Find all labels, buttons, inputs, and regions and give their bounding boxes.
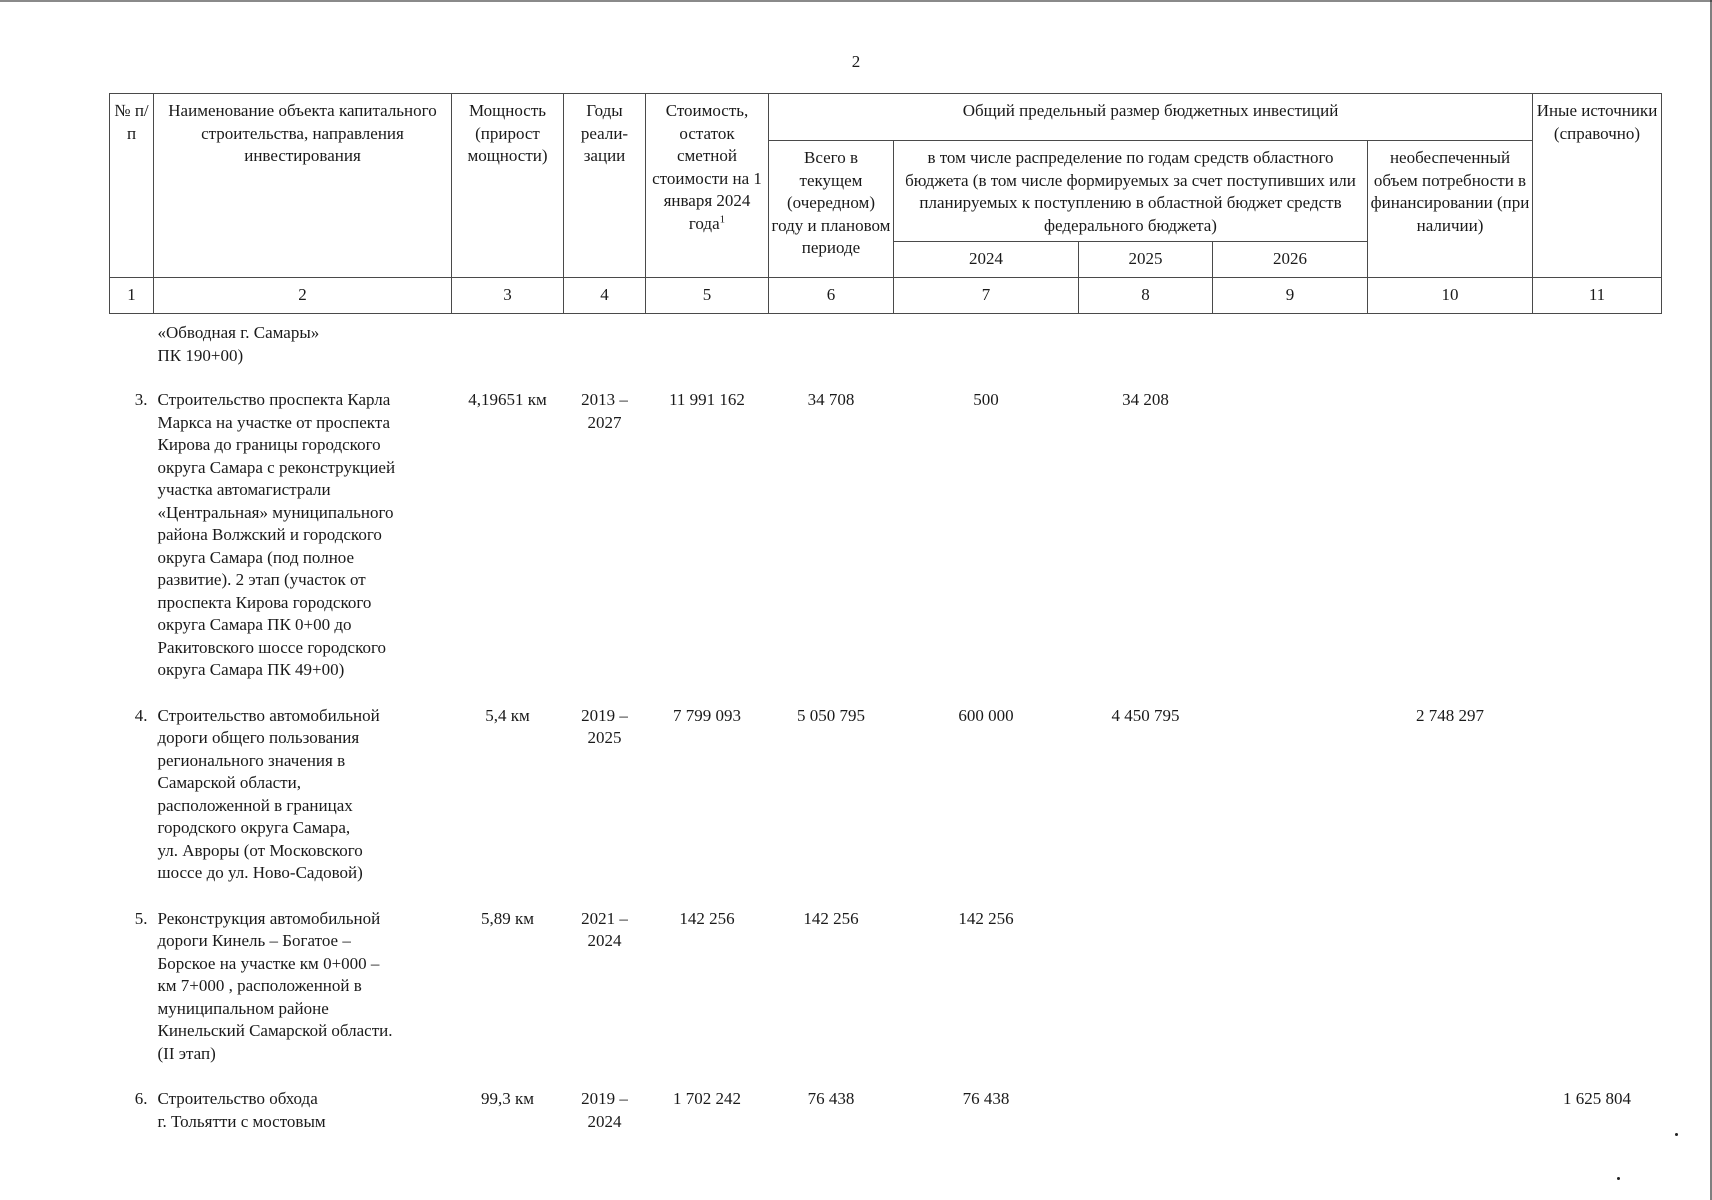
row-number: 4. — [134, 705, 148, 725]
table-row — [110, 908, 1662, 1089]
header-total: Всего в текущем (очередном) году и плановом периоде — [769, 141, 894, 278]
object-name-line: регионального значения в — [157, 750, 346, 770]
header-cost-text: Стоимость, остаток сметной стоимости на 1 января 2024 года — [652, 101, 762, 233]
header-years: Годы реали-зации — [564, 94, 646, 278]
object-name-line: Строительство обхода — [157, 1089, 318, 1108]
object-name-line: Кинельский Самарской области. — [157, 1021, 393, 1040]
header-name: Наименование объекта капитального строительства, направления инвестирования — [154, 94, 452, 278]
object-name-line: Кирова до границы городского — [157, 435, 381, 454]
table-row — [110, 389, 1662, 705]
object-name-line: ул. Авроры (от Московского — [157, 840, 363, 860]
object-name-line: (II этап) — [157, 1043, 216, 1063]
total-cell: 142 256 — [803, 908, 859, 928]
object-name-line: расположенной в границах — [157, 795, 353, 815]
capacity-cell: 5,4 км — [485, 705, 530, 725]
y2026-cell — [1213, 1088, 1368, 1156]
years-cell — [564, 908, 646, 1089]
other-cell — [1533, 389, 1662, 705]
years-cell — [564, 1088, 646, 1156]
object-name-line: округа Самара ПК 49+00) — [157, 660, 345, 679]
row-number: 6. — [134, 1089, 148, 1108]
cost-cell: 11 991 162 — [669, 390, 745, 409]
cost-cell: 1 702 242 — [673, 1089, 741, 1108]
unfunded-cell: 2 748 297 — [1416, 705, 1484, 725]
object-name-line: «Центральная» муниципального — [157, 502, 394, 522]
y2025-cell — [1079, 1088, 1213, 1156]
scan-speck — [1617, 1177, 1620, 1180]
object-name — [154, 908, 452, 1089]
other-cell: 1 625 804 — [1563, 1089, 1631, 1108]
object-name-line: Строительство автомобильной — [157, 705, 380, 725]
column-number: 3 — [452, 277, 564, 314]
header-cost — [646, 94, 769, 278]
object-name-line: Строительство проспекта Карла — [157, 390, 391, 409]
header-capacity: Мощность (прирост мощности) — [452, 94, 564, 278]
object-name-line: шоссе до ул. Ново-Садовой) — [157, 863, 363, 882]
column-number: 11 — [1533, 277, 1662, 314]
y2024-cell: 500 — [973, 390, 999, 409]
object-name-line: округа Самара с реконструкцией — [157, 457, 396, 477]
object-name-line: городского округа Самара, — [157, 818, 351, 837]
y2024-cell: 76 438 — [962, 1089, 1010, 1108]
continuation-text — [154, 314, 452, 390]
years-from: 2019 – — [581, 1089, 628, 1108]
object-name-line: дороги общего пользования — [157, 728, 360, 747]
row-number: 5. — [134, 908, 148, 928]
object-name — [154, 705, 452, 908]
object-name — [154, 389, 452, 705]
object-name-line: Борское на участке км 0+000 – — [157, 953, 380, 973]
years-to: 2024 — [587, 931, 622, 950]
scan-speck — [1675, 1133, 1678, 1136]
document-page — [109, 93, 1661, 1156]
header-year-2024: 2024 — [894, 242, 1079, 278]
continuation-row — [110, 314, 1662, 390]
y2026-cell — [1213, 908, 1368, 1089]
y2026-cell — [1213, 705, 1368, 908]
cost-cell: 142 256 — [679, 908, 735, 928]
column-number: 7 — [894, 277, 1079, 314]
header-no: № п/п — [110, 94, 154, 278]
object-name-line: дороги Кинель – Богатое – — [157, 931, 351, 950]
object-name-line: Самарской области, — [157, 773, 301, 792]
object-name-line: Реконструкция автомобильной — [157, 908, 381, 928]
total-cell: 34 708 — [807, 390, 855, 409]
years-cell — [564, 389, 646, 705]
years-from: 2019 – — [581, 705, 628, 725]
unfunded-cell — [1368, 389, 1533, 705]
continuation-line: ПК 190+00) — [157, 345, 244, 365]
object-name-line: участка автомагистрали — [157, 480, 331, 499]
column-number: 4 — [564, 277, 646, 314]
continuation-line: «Обводная г. Самары» — [157, 323, 320, 342]
column-number: 10 — [1368, 277, 1533, 314]
header-unfunded: необеспеченный объем потребности в финансировании (при наличии) — [1368, 141, 1533, 278]
y2025-cell: 4 450 795 — [1111, 705, 1180, 725]
row-number: 3. — [134, 390, 148, 409]
header-budget-group: Общий предельный размер бюджетных инвестиций — [769, 94, 1533, 141]
total-cell: 76 438 — [807, 1089, 855, 1108]
total-cell: 5 050 795 — [797, 705, 865, 725]
other-cell — [1533, 908, 1662, 1089]
cost-cell: 7 799 093 — [673, 705, 741, 725]
header-cost-footnote: 1 — [719, 212, 726, 225]
other-cell — [1533, 705, 1662, 908]
investment-table — [109, 93, 1662, 1156]
object-name-line: г. Тольятти с мостовым — [157, 1111, 326, 1131]
object-name-line: проспекта Кирова городского — [157, 592, 372, 612]
column-number: 6 — [769, 277, 894, 314]
y2024-cell: 600 000 — [958, 705, 1014, 725]
column-number: 9 — [1213, 277, 1368, 314]
header-year-2025: 2025 — [1079, 242, 1213, 278]
years-to: 2025 — [587, 728, 622, 747]
object-name — [154, 1088, 452, 1156]
column-number: 8 — [1079, 277, 1213, 314]
y2026-cell — [1213, 389, 1368, 705]
table-header — [110, 94, 1662, 314]
years-cell — [564, 705, 646, 908]
capacity-cell: 5,89 км — [480, 908, 535, 928]
y2025-cell: 34 208 — [1122, 390, 1169, 409]
y2025-cell — [1079, 908, 1213, 1089]
object-name-line: км 7+000 , расположенной в — [157, 976, 362, 995]
capacity-cell: 4,19651 км — [468, 390, 547, 409]
column-number: 2 — [154, 277, 452, 314]
capacity-cell: 99,3 км — [480, 1089, 535, 1108]
header-distribution: в том числе распределение по годам средств областного бюджета (в том числе формируемых за счет поступивших или планируемых к поступлению в областной бюджет средств федерального бюджета) — [894, 141, 1368, 242]
years-from: 2013 – — [581, 390, 628, 409]
unfunded-cell — [1368, 1088, 1533, 1156]
object-name-line: Маркса на участке от проспекта — [157, 412, 391, 432]
y2024-cell: 142 256 — [958, 908, 1014, 928]
header-other: Иные источники (справочно) — [1533, 94, 1662, 278]
page-number: 2 — [851, 52, 861, 71]
scan-edge-top — [0, 0, 1712, 2]
column-number: 5 — [646, 277, 769, 314]
years-to: 2027 — [587, 412, 622, 432]
table-row — [110, 1088, 1662, 1156]
years-to: 2024 — [587, 1111, 622, 1131]
table-body — [110, 314, 1662, 1157]
object-name-line: Ракитовского шоссе городского — [157, 637, 387, 657]
table-row — [110, 705, 1662, 908]
column-number: 1 — [110, 277, 154, 314]
header-year-2026: 2026 — [1213, 242, 1368, 278]
unfunded-cell — [1368, 908, 1533, 1089]
object-name-line: муниципальном районе — [157, 998, 329, 1018]
years-from: 2021 – — [581, 908, 628, 928]
object-name-line: округа Самара (под полное — [157, 547, 355, 567]
object-name-line: округа Самара ПК 0+00 до — [157, 615, 352, 634]
object-name-line: развитие). 2 этап (участок от — [157, 570, 366, 589]
object-name-line: района Волжский и городского — [157, 525, 382, 544]
column-numbers-row — [110, 277, 1662, 314]
